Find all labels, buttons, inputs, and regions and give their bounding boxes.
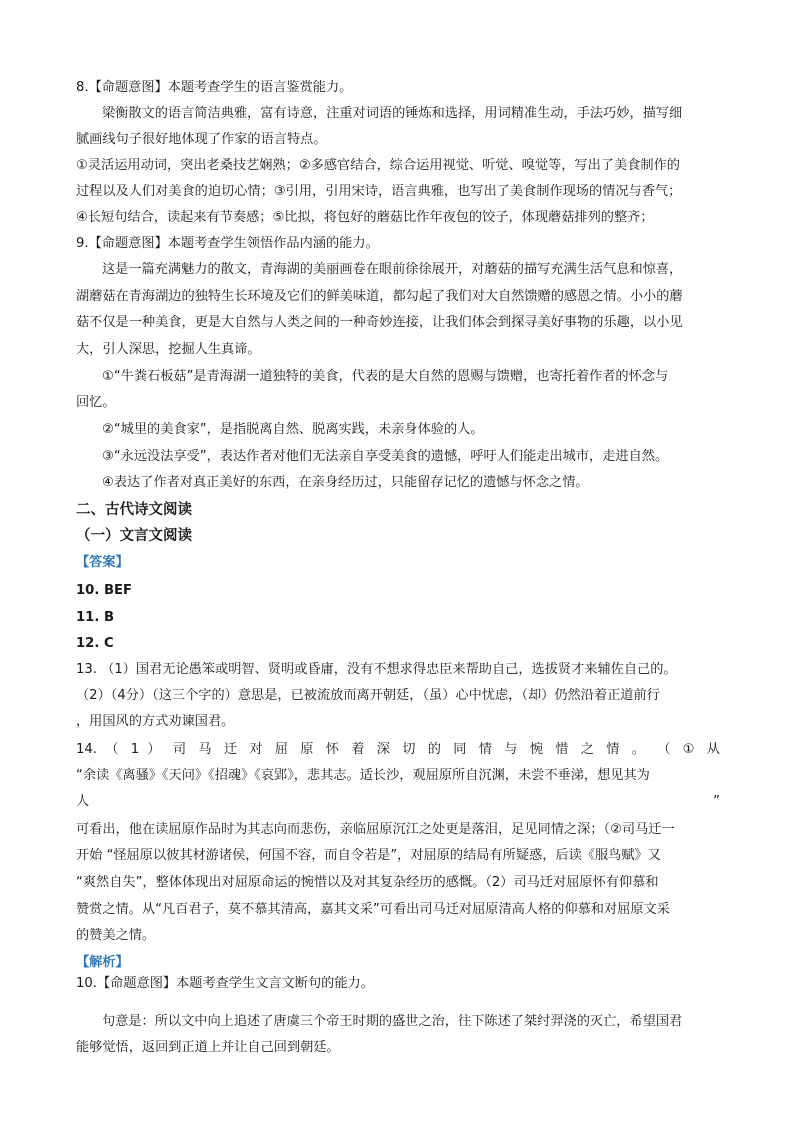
q9-point-3: ③“永远没法享受”，表达作者对他们无法亲自享受美食的遗憾，呼吁人们能走出城市，走进自然。 [102, 449, 669, 464]
analysis-tag: 【解析】 [76, 955, 129, 970]
q8-para-line: ①灵活运用动词，突出老桑技艺娴熟；②多感官结合，综合运用视觉、听觉、嗅觉等，写出了美食制作的 [76, 158, 680, 173]
q9-point-2: ②“城里的美食家”，是指脱离自然、脱离实践，未亲身体验的人。 [102, 422, 484, 437]
q9-para-line: 湖蘑菇在青海湖边的独特生长环境及它们的鲜美味道，都勾起了我们对大自然馈赠的感恩之情。小小的蘑 [76, 289, 683, 304]
answer-10: 10. BEF [76, 583, 133, 598]
answer-14-line: 的赞美之情。 [76, 928, 156, 943]
q9-intent: 9.【命题意图】本题考查学生领悟作品内涵的能力。 [76, 236, 379, 251]
section-heading: 二、古代诗文阅读 [76, 502, 192, 518]
answer-14-line: 赞赏之情。从“凡百君子，莫不慕其清高，嘉其文采”可看出司马迁对屈原清高人格的仰慕和对屈原文采 [76, 902, 670, 917]
answer-14-line: 14. （ 1 ） 司 马 迁 对 屈 原 怀 着 深 切 的 同 情 与 惋 惜 之 情 。 （ ① 从 [76, 742, 720, 757]
q8-para-line: ④长短句结合，读起来有节奏感；⑤比拟，将包好的蘑菇比作年夜包的饺子，体现蘑菇排列的整齐； [76, 210, 654, 225]
analysis-10-intent: 10.【命题意图】本题考查学生文言文断句的能力。 [76, 976, 374, 991]
answer-14-line: 可看出，他在读屈原作品时为其志向而悲伤，亲临屈原沉江之处更是落泪，足见同情之深；（②司马迁一 [76, 822, 675, 837]
analysis-10-line: 能够觉悟，返回到正道上并让自己回到朝廷。 [76, 1040, 340, 1055]
answer-12: 12. C [76, 636, 114, 651]
q9-para-line: 菇不仅是一种美食，更是大自然与人类之间的一种奇妙连接，让我们体会到探寻美好事物的乐趣，以小见 [76, 315, 683, 330]
q8-para-line: 梁衡散文的语言简洁典雅，富有诗意，注重对词语的锤炼和选择，用词精准生动，手法巧妙，描写细 [102, 106, 683, 121]
q8-para-line: 过程以及人们对美食的迫切心情；③引用，引用宋诗，语言典雅，也写出了美食制作现场的情况与香气； [76, 184, 682, 199]
answer-11: 11. B [76, 610, 115, 625]
answer-14-line: “爽然自失”，整体体现出对屈原命运的惋惜以及对其复杂经历的感慨。（2）司马迁对屈原怀有仰慕和 [76, 875, 659, 890]
subsection-heading: （一）文言文阅读 [76, 528, 192, 544]
q8-intent: 8.【命题意图】本题考查学生的语言鉴赏能力。 [76, 80, 353, 95]
q9-point-1-cont: 回忆。 [76, 395, 116, 410]
answer-14-line: 开始 “怪屈原以彼其材游诸侯，何国不容，而自令若是”，对屈原的结局有所疑惑，后读《服鸟赋》又 [76, 848, 661, 863]
q8-para-line: 腻画线句子很好地体现了作家的语言特点。 [76, 132, 327, 147]
q9-para-line: 大，引人深思，挖掘人生真谛。 [76, 342, 261, 357]
answer-14-line: “余读《离骚》《天问》《招魂》《哀郢》，悲其志。适长沙，观屈原所自沉渊，未尝不垂涕，想见其为 [76, 768, 650, 783]
analysis-10-line: 句意是：所以文中向上追述了唐虞三个帝王时期的盛世之治，往下陈述了桀纣羿浇的灭亡，希望国君 [102, 1014, 683, 1029]
q9-para-line: 这是一篇充满魅力的散文，青海湖的美丽画卷在眼前徐徐展开，对蘑菇的描写充满生活气息和惊喜， [102, 262, 683, 277]
answer-14-quote-end: ” [713, 794, 720, 809]
answer-13-line: （2）（4分）（这三个字的）意思是，已被流放而离开朝廷，（虽）心中忧虑，（却）仍然沿着正道前行 [76, 688, 660, 703]
answer-13-line: 13. （1）国君无论愚笨或明智、贤明或昏庸，没有不想求得忠臣来帮助自己，选拔贤才来辅佐自己的。 [76, 662, 677, 677]
answer-13-line: ，用国风的方式劝谏国君。 [76, 714, 235, 729]
answer-tag: 【答案】 [76, 555, 129, 570]
q9-point-1: ①“牛粪石板菇”是青海湖一道独特的美食，代表的是大自然的恩赐与馈赠，也寄托着作者的怀念与 [102, 369, 669, 384]
answer-14-line: 人 [76, 794, 90, 809]
q9-point-4: ④表达了作者对真正美好的东西，在亲身经历过，只能留存记忆的遗憾与怀念之情。 [102, 475, 589, 490]
